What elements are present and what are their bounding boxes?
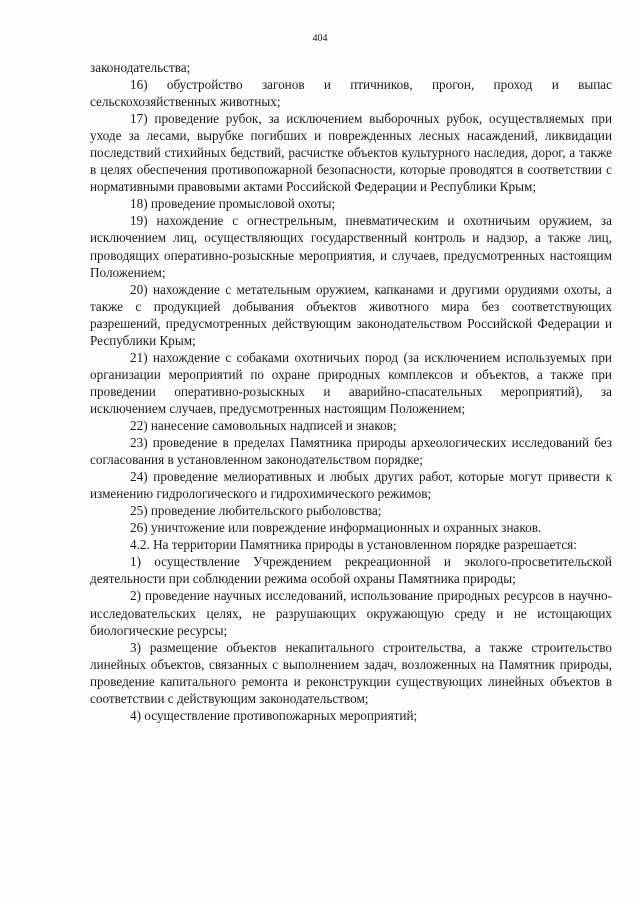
paragraph: 21) нахождение с собаками охотничьих пород (за исключением используемых при организации мероприятий по охране природных комплексов и объектов, а также при проведении оперативно-розыскных и аварийно-спасательных мероприятий), за исключением случаев, предусмотренных настоящим Положением; — [90, 349, 612, 416]
paragraph: 24) проведение мелиоративных и любых других работ, которые могут привести к изменению гидрологического и гидрохимического режимов; — [90, 469, 612, 502]
paragraph: 4) осуществление противопожарных мероприятий; — [130, 707, 418, 723]
document-body — [90, 59, 612, 724]
paragraph: 25) проведение любительского рыболовства; — [130, 503, 382, 519]
paragraph: 4.2. На территории Памятника природы в установленном порядке разрешается: — [130, 537, 577, 553]
paragraph: 18) проведение промысловой охоты; — [130, 196, 336, 212]
paragraph: 23) проведение в пределах Памятника природы археологических исследований без согласования в установленном законодательством порядке; — [90, 435, 612, 468]
paragraph: 2) проведение научных исследований, использование природных ресурсов в научно-исследовательских целях, не разрушающих окружающую среду и не истощающих биологические ресурсы; — [90, 588, 612, 638]
paragraph: 26) уничтожение или повреждение информационных и охранных знаков. — [130, 520, 542, 536]
paragraph: 22) нанесение самовольных надписей и знаков; — [130, 417, 397, 433]
page-number: 404 — [312, 33, 328, 44]
paragraph: 19) нахождение с огнестрельным, пневматическим и охотничьим оружием, за исключением лиц, осуществляющих государственный контроль и надзор, а также лиц, проводящих оперативно-розыскные мероприятия, и случаев, предусмотренных настоящим Положением; — [90, 213, 612, 280]
paragraph: 1) осуществление Учреждением рекреационной и эколого-просветительской деятельности при соблюдении режима особой охраны Памятника природы; — [90, 554, 612, 587]
paragraph: 20) нахождение с метательным оружием, капканами и другими орудиями охоты, а также с продукцией добывания объектов животного мира без соответствующих разрешений, предусмотренных действующим законодательством Российской Федерации и Республики Крым; — [90, 281, 612, 348]
paragraph: законодательства; — [90, 60, 191, 75]
paragraph: 16) обустройство загонов и птичников, прогон, проход и выпас сельскохозяйственных животных; — [90, 77, 612, 110]
paragraph: 3) размещение объектов некапитального строительства, а также строительство линейных объектов, связанных с выполнением задач, возложенных на Памятник природы, проведение капитального ремонта и реконструкции существующих линейных объектов в соответствии с действующим законодательством; — [90, 639, 612, 706]
paragraph: 17) проведение рубок, за исключением выборочных рубок, осуществляемых при уходе за лесами, вырубке погибших и поврежденных лесных насаждений, ликвидации последствий стихийных бедствий, расчистке объектов культурного наследия, дорог, а также в целях обеспечения противопожарной безопасности, которые проводятся в соответствии с нормативными правовыми актами Российской Федерации и Республики Крым; — [90, 111, 612, 195]
